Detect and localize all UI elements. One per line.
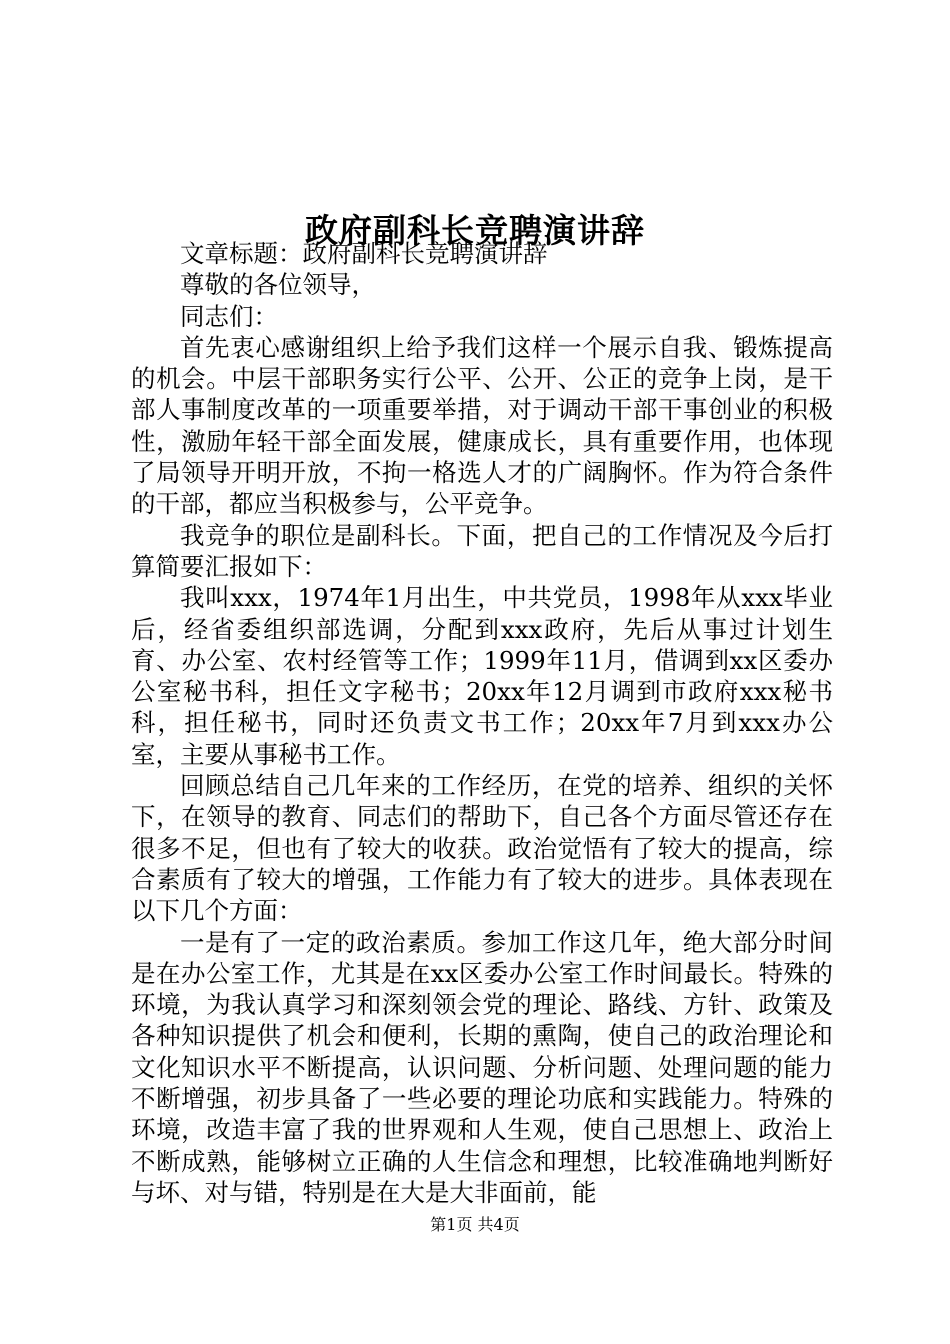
body-paragraph: 我竞争的职位是副科长。下面，把自己的工作情况及今后打算简要汇报如下：: [131, 520, 833, 581]
body-paragraph: 首先衷心感谢组织上给予我们这样一个展示自我、锻炼提高的机会。中层干部职务实行公平、公开、公正的竞争上岗，是干部人事制度改革的一项重要举措，对于调动干部干事创业的积极性，激励年轻干部全面发展，健康成长，具有重要作用，也体现了局领导开明开放，不拘一格选人才的广阔胸怀。作为符合条件的干部，都应当积极参与，公平竞争。: [131, 332, 833, 519]
article-title-line: 文章标题：政府副科长竞聘演讲辞: [180, 239, 548, 268]
document-title: 政府副科长竞聘演讲辞: [305, 211, 645, 251]
salutation-line: 尊敬的各位领导，: [180, 270, 376, 300]
body-paragraph: 我叫xxx，1974年1月出生，中共党员，1998年从xxx毕业后，经省委组织部选调，分配到xxx政府，先后从事过计划生育、办公室、农村经管等工作；1999年11月，借调到xx区委办公室秘书科，担任文字秘书；20xx年12月调到市政府xxx秘书科，担任秘书，同时还负责文书工作；20xx年7月到xxx办公室，主要从事秘书工作。: [131, 583, 833, 769]
body-paragraph: 回顾总结自己几年来的工作经历，在党的培养、组织的关怀下，在领导的教育、同志们的帮助下，自己各个方面尽管还存在很多不足，但也有了较大的收获。政治觉悟有了较大的提高，综合素质有了较大的增强，工作能力有了较大的进步。具体表现在以下几个方面：: [131, 771, 833, 926]
document-body: [131, 238, 833, 1208]
body-paragraph: 一是有了一定的政治素质。参加工作这几年，绝大部分时间是在办公室工作，尤其是在xx区委办公室工作时间最长。特殊的环境，为我认真学习和深刻领会党的理论、路线、方针、政策及各种知识提供了机会和便利，长期的熏陶，使自己的政治理论和文化知识水平不断提高，认识问题、分析问题、处理问题的能力不断增强，初步具备了一些必要的理论功底和实践能力。特殊的环境，改造丰富了我的世界观和人生观，使自己思想上、政治上不断成熟，能够树立正确的人生信念和理想，比较准确地判断好与坏、对与错，特别是在大是大非面前，能: [131, 927, 833, 1207]
salutation-line: 同志们：: [180, 301, 278, 331]
page-footer: 第1页 共4页: [430, 1215, 520, 1234]
